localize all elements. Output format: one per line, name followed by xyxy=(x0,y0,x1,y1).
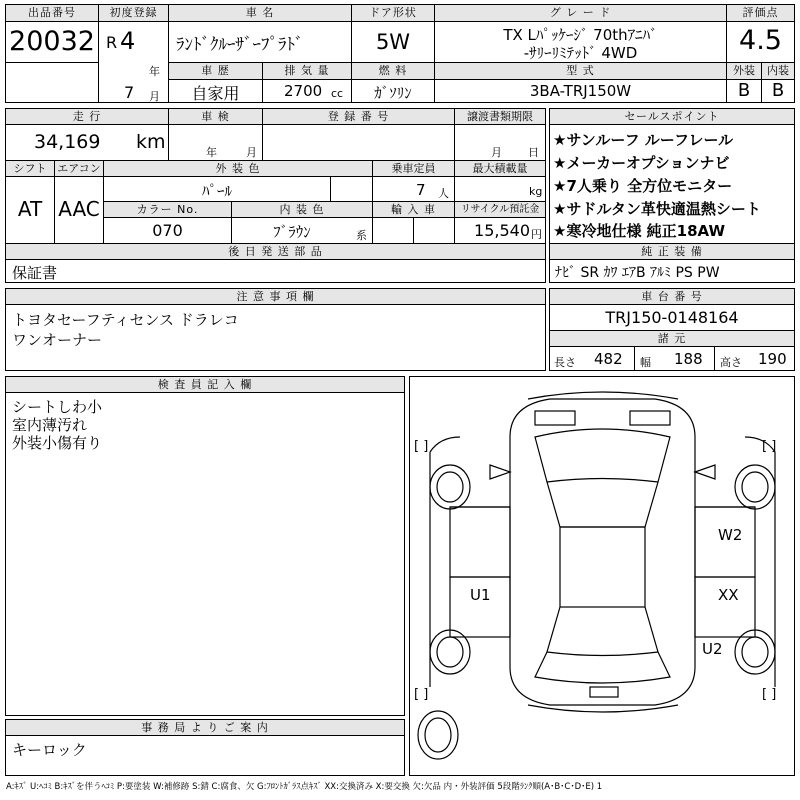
equipment-value: ﾅﾋﾞ SR ｶﾜ ｴｱB ｱﾙﾐ PS PW xyxy=(555,265,720,281)
width-label: 幅 xyxy=(640,356,651,369)
model-value: 3BA-TRJ150W xyxy=(529,82,632,100)
notes-line-2: ワンオーナー xyxy=(12,331,103,349)
load-label: 最大積載量 xyxy=(455,161,545,176)
office-value: キーロック xyxy=(12,741,87,759)
transfer-month-unit: 月 xyxy=(491,146,502,159)
mileage-value: 34,169 xyxy=(34,131,101,153)
chassis-value: TRJ150-0148164 xyxy=(605,308,739,327)
recycle-unit: 円 xyxy=(531,228,542,241)
recycle-label: リサイクル預託金 xyxy=(455,202,545,217)
height-value: 190 xyxy=(758,350,787,368)
mark-w2: W2 xyxy=(718,526,743,544)
capacity-unit: 人 xyxy=(438,187,449,200)
mark-u1: U1 xyxy=(470,586,491,604)
capacity-label: 乗車定員 xyxy=(373,161,454,176)
dims-label: 諸 元 xyxy=(550,331,794,346)
reg-era: R xyxy=(106,33,118,52)
sales-point-3: ★7人乗り 全方位モニター xyxy=(553,177,733,195)
bracket-right-bottom: [ ] xyxy=(762,687,777,702)
int-color-unit: 系 xyxy=(356,229,367,242)
recycle-value: 15,540 xyxy=(474,221,530,240)
shift-label: シフト xyxy=(6,161,54,176)
exterior-value: B xyxy=(737,80,751,101)
notes-line-1: トヨタセーフティセンス ドラレコ xyxy=(12,311,239,329)
sales-point-4: ★サドルタン革快適温熱シート xyxy=(553,200,761,218)
history-label: 車 歴 xyxy=(169,63,262,79)
office-label: 事 務 局 よ り ご 案 内 xyxy=(6,720,404,735)
reg-month-unit: 月 xyxy=(149,90,160,103)
bracket-right-top: [ ] xyxy=(762,439,777,454)
damage-diagram-box xyxy=(409,376,795,776)
car-name-label: 車 名 xyxy=(169,5,351,21)
mileage-unit: km xyxy=(136,131,166,153)
interior-label: 内装 xyxy=(762,63,794,79)
chassis-label: 車 台 番 号 xyxy=(550,289,794,304)
notes-box xyxy=(5,288,546,371)
later-parts-value: 保証書 xyxy=(12,264,58,282)
inspection-label: 車 検 xyxy=(169,109,262,124)
lot-label: 出品番号 xyxy=(6,5,98,21)
ac-value: AAC xyxy=(58,197,100,221)
width-value: 188 xyxy=(674,350,703,368)
inspection-month-unit: 月 xyxy=(246,146,257,159)
grade-line2: -ｻﾘｰﾘﾐﾃｯﾄﾞ 4WD xyxy=(523,44,638,62)
import-label: 輸 入 車 xyxy=(373,202,454,217)
int-color-value: ﾌﾞﾗｳﾝ xyxy=(273,223,311,241)
equipment-label: 純 正 装 備 xyxy=(550,244,794,259)
inspector-line-2: 室内薄汚れ xyxy=(12,416,88,434)
car-name-value: ﾗﾝﾄﾞｸﾙｰｻﾞｰﾌﾟﾗﾄﾞ xyxy=(176,35,304,55)
grade-label: グ レ ー ド xyxy=(435,5,726,21)
mark-xx: XX xyxy=(718,586,739,604)
lot-value: 20032 xyxy=(9,26,95,57)
ac-label: エアコン xyxy=(55,161,103,176)
color-no-label: カラー No. xyxy=(104,202,231,217)
model-label: 型 式 xyxy=(435,63,726,79)
inspector-box xyxy=(5,376,405,716)
plate-label: 登 録 番 号 xyxy=(263,109,454,124)
interior-value: B xyxy=(771,80,785,101)
bracket-left-bottom: [ ] xyxy=(414,687,429,702)
inspector-line-3: 外装小傷有り xyxy=(12,434,103,452)
displacement-label: 排 気 量 xyxy=(263,63,351,79)
notes-label: 注 意 事 項 欄 xyxy=(6,289,545,304)
shift-value: AT xyxy=(17,197,43,221)
inspection-year-unit: 年 xyxy=(206,146,217,159)
bracket-left-top: [ ] xyxy=(414,439,429,454)
score-label: 評価点 xyxy=(727,5,794,21)
fuel-value: ｶﾞｿﾘﾝ xyxy=(374,84,412,102)
first-reg-label: 初度登録 xyxy=(99,5,168,21)
capacity-value: 7 xyxy=(416,181,426,199)
mark-u2: U2 xyxy=(702,640,723,658)
sales-points-label: セールスポイント xyxy=(550,109,794,124)
exterior-label: 外装 xyxy=(727,63,761,79)
inspector-label: 検 査 員 記 入 欄 xyxy=(6,377,404,392)
history-value: 自家用 xyxy=(191,84,240,103)
door-value: 5W xyxy=(375,30,411,54)
chassis-box xyxy=(549,288,795,371)
color-value: ﾊﾟｰﾙ xyxy=(201,182,232,200)
transfer-day-unit: 日 xyxy=(528,146,539,159)
office-box xyxy=(5,719,405,776)
legend: A:ｷｽﾞ U:ﾍｺﾐ B:ｷｽﾞを伴うﾍｺﾐ P:要塗装 W:補修跡 S:錆 C:腐食、欠 G:ﾌﾛﾝﾄｶﾞﾗｽ点ｷｽﾞ XX:交換済み X:要交換 欠:欠品 内・外装評価 5段階ﾗﾝｸ順(A･B･C･D･E) 1 xyxy=(6,782,603,792)
displacement-value: 2700 xyxy=(284,82,323,100)
fuel-label: 燃 料 xyxy=(352,63,434,79)
inspector-line-1: シートしわ小 xyxy=(12,398,103,416)
int-color-label: 内 装 色 xyxy=(232,202,372,217)
car-damage-diagram xyxy=(410,377,794,775)
mileage-label: 走 行 xyxy=(6,109,168,124)
length-label: 長さ xyxy=(554,356,576,369)
reg-year-unit: 年 xyxy=(149,65,160,78)
sales-point-1: ★サンルーフ ルーフレール xyxy=(553,131,734,149)
later-parts-label: 後 日 発 送 部 品 xyxy=(6,244,545,259)
color-no-value: 070 xyxy=(152,221,183,240)
reg-year: 4 xyxy=(120,27,136,55)
length-value: 482 xyxy=(594,350,623,368)
sales-point-2: ★メーカーオプションナビ xyxy=(553,154,730,172)
grade-line1: TX Lﾊﾟｯｹｰｼﾞ 70thｱﾆﾊﾞ xyxy=(503,26,658,44)
vehicle-detail-table xyxy=(5,108,546,283)
transfer-label: 譲渡書類期限 xyxy=(455,109,545,124)
score-value: 4.5 xyxy=(739,25,782,56)
door-label: ドア形状 xyxy=(352,5,434,21)
load-unit: kg xyxy=(529,185,543,198)
header-table xyxy=(5,4,795,103)
sales-point-5: ★寒冷地仕様 純正18AW xyxy=(553,222,726,240)
color-label: 外 装 色 xyxy=(104,161,372,176)
sales-points-box xyxy=(549,108,795,283)
height-label: 高さ xyxy=(720,356,742,369)
reg-month: 7 xyxy=(124,83,135,102)
displacement-unit: cc xyxy=(331,87,344,100)
